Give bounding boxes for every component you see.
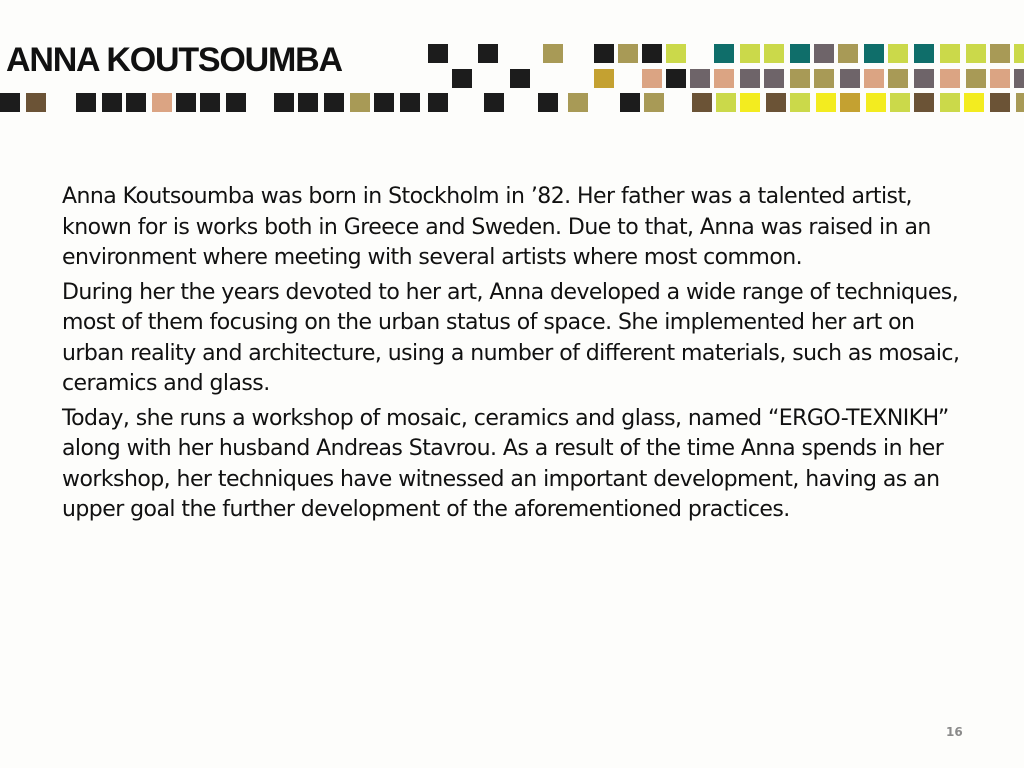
mosaic-tile xyxy=(866,93,886,112)
mosaic-tile xyxy=(864,69,884,88)
mosaic-tile xyxy=(940,44,960,63)
paragraph-techniques: During her the years devoted to her art, Anna developed a wide range of techniques, most of them focusing on the urban status of space. She implemented her art on urban reality and architecture, using a number of different materials, such as mosaic, ceramics and glass. xyxy=(62,279,960,396)
mosaic-tile xyxy=(814,44,834,63)
mosaic-tile xyxy=(0,93,20,112)
mosaic-tile xyxy=(452,69,472,88)
mosaic-tile xyxy=(888,44,908,63)
mosaic-tile xyxy=(990,93,1010,112)
mosaic-tile xyxy=(740,93,760,112)
mosaic-tile xyxy=(594,44,614,63)
mosaic-tile xyxy=(274,93,294,112)
mosaic-tile xyxy=(644,93,664,112)
mosaic-tile xyxy=(428,93,448,112)
mosaic-tile xyxy=(714,69,734,88)
mosaic-tile xyxy=(716,93,736,112)
mosaic-tile xyxy=(620,93,640,112)
mosaic-tile xyxy=(990,44,1010,63)
mosaic-tile xyxy=(816,93,836,112)
mosaic-tile xyxy=(838,44,858,63)
mosaic-tile xyxy=(766,93,786,112)
mosaic-tile xyxy=(374,93,394,112)
mosaic-tile xyxy=(966,44,986,63)
mosaic-tile xyxy=(864,44,884,63)
mosaic-tile xyxy=(618,44,638,63)
mosaic-tile xyxy=(568,93,588,112)
mosaic-tile xyxy=(594,69,614,88)
mosaic-tile xyxy=(226,93,246,112)
mosaic-tile xyxy=(102,93,122,112)
mosaic-tile xyxy=(764,69,784,88)
mosaic-tile xyxy=(940,93,960,112)
mosaic-tile xyxy=(888,69,908,88)
slide-title: ANNA KOUTSOUMBA xyxy=(6,41,342,79)
mosaic-tile xyxy=(76,93,96,112)
mosaic-tile xyxy=(790,44,810,63)
mosaic-tile xyxy=(764,44,784,63)
paragraph-workshop: Today, she runs a workshop of mosaic, ceramics and glass, named “ERGO-TEXNIKH” along with her husband Andreas Stavrou. As a result of the time Anna spends in her workshop, her techniques have witnessed an important development, having as an upper goal the further development of the aforementioned practices. xyxy=(62,405,949,522)
mosaic-tile xyxy=(840,93,860,112)
mosaic-tile xyxy=(790,69,810,88)
mosaic-tile xyxy=(666,69,686,88)
mosaic-tile xyxy=(642,69,662,88)
mosaic-tile xyxy=(966,69,986,88)
mosaic-tile xyxy=(740,44,760,63)
mosaic-tile xyxy=(914,69,934,88)
mosaic-tile xyxy=(428,44,448,63)
mosaic-tile xyxy=(1016,93,1024,112)
mosaic-tile xyxy=(324,93,344,112)
mosaic-tile xyxy=(790,93,810,112)
mosaic-tile xyxy=(510,69,530,88)
mosaic-tile xyxy=(840,69,860,88)
mosaic-tile xyxy=(1014,44,1024,63)
mosaic-tile xyxy=(814,69,834,88)
mosaic-tile xyxy=(152,93,172,112)
mosaic-tile xyxy=(1014,69,1024,88)
mosaic-tile xyxy=(690,69,710,88)
mosaic-tile xyxy=(538,93,558,112)
mosaic-tile xyxy=(176,93,196,112)
mosaic-tile xyxy=(26,93,46,112)
mosaic-tile xyxy=(200,93,220,112)
mosaic-tile xyxy=(126,93,146,112)
mosaic-tile xyxy=(740,69,760,88)
mosaic-tile xyxy=(964,93,984,112)
mosaic-tile xyxy=(400,93,420,112)
slide-body xyxy=(62,182,972,530)
mosaic-tile xyxy=(714,44,734,63)
mosaic-tile xyxy=(298,93,318,112)
mosaic-tile xyxy=(666,44,686,63)
mosaic-tile xyxy=(940,69,960,88)
mosaic-tile xyxy=(484,93,504,112)
mosaic-tile xyxy=(890,93,910,112)
mosaic-tile xyxy=(692,93,712,112)
paragraph-birth: Anna Koutsoumba was born in Stockholm in ’82. Her father was a talented artist, known for is works both in Greece and Sweden. Due to that, Anna was raised in an environment where meeting with several artists where most common. xyxy=(62,184,931,270)
mosaic-tile xyxy=(990,69,1010,88)
page-number: 16 xyxy=(946,725,963,739)
mosaic-tile xyxy=(478,44,498,63)
mosaic-tile xyxy=(350,93,370,112)
mosaic-tile xyxy=(543,44,563,63)
mosaic-tile xyxy=(642,44,662,63)
mosaic-tile xyxy=(914,44,934,63)
mosaic-tile xyxy=(914,93,934,112)
